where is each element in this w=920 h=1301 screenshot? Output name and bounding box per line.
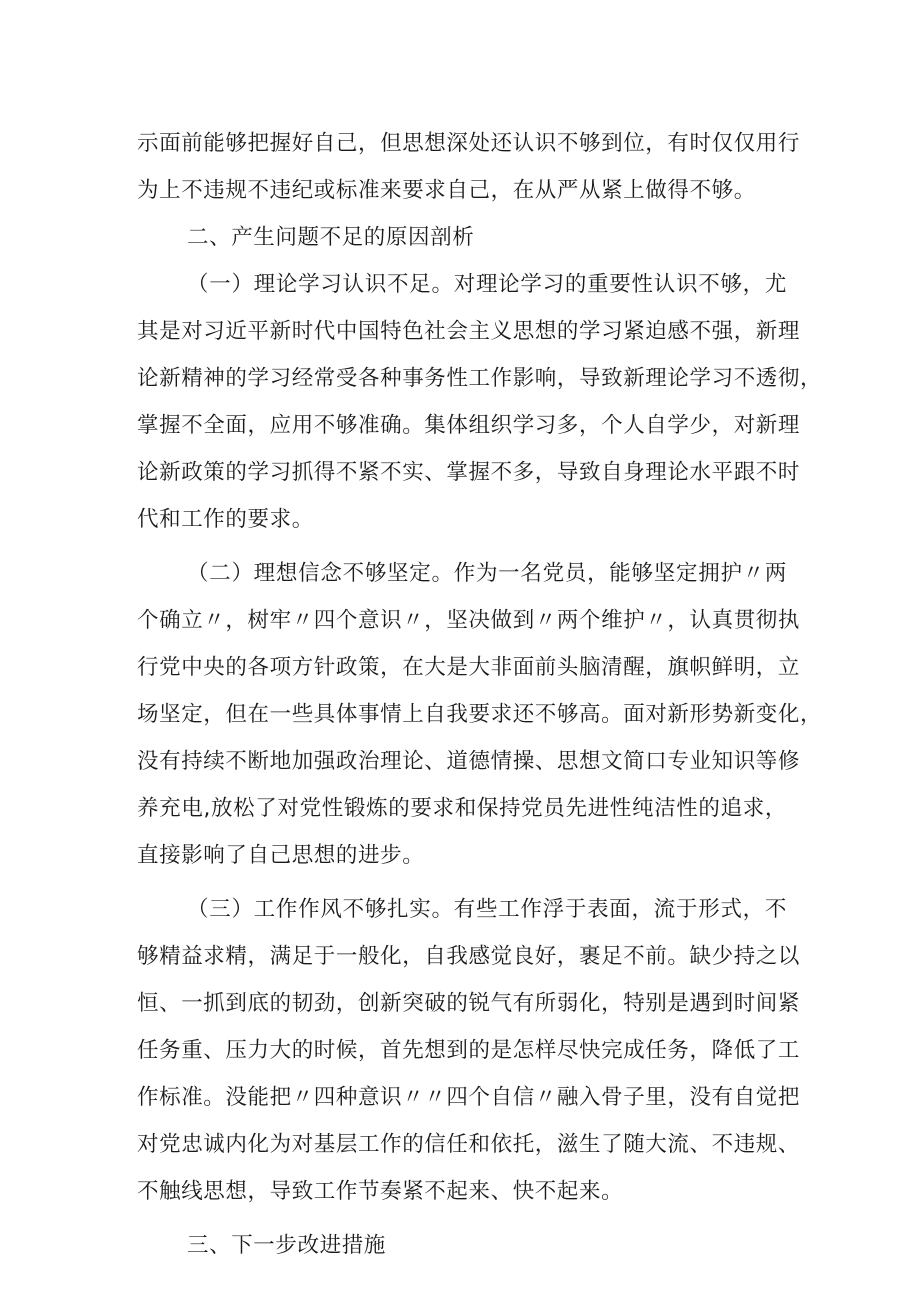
paragraph-2-line-7: 直接影响了自己思想的进步。 — [137, 843, 425, 868]
section-two-heading: 二、产生问题不足的原因剖析 — [187, 225, 475, 250]
paragraph-3-line-4: 任务重、压力大的时候，首先想到的是怎样尽快完成任务，降低了工 — [137, 1038, 801, 1063]
paragraph-1-line-6: 代和工作的要求。 — [137, 507, 314, 532]
intro-line-1: 示面前能够把握好自己，但思想深处还认识不够到位，有时仅仅用行 — [137, 131, 801, 156]
paragraph-1-line-3: 论新精神的学习经常受各种事务性工作影响，导致新理论学习不透彻， — [137, 366, 823, 391]
paragraph-work-style — [137, 886, 801, 1215]
paragraph-ideals-belief — [137, 550, 823, 879]
paragraph-theory-study — [137, 261, 823, 543]
paragraph-3-line-7: 不触线思想，导致工作节奏紧不起来、快不起来。 — [137, 1179, 624, 1204]
paragraph-3-line-6: 对党忠诚内化为对基层工作的信任和依托，滋生了随大流、不违规、 — [137, 1132, 801, 1157]
paragraph-1-line-1: （一）理论学习认识不足。对理论学习的重要性认识不够，尤 — [187, 272, 787, 297]
paragraph-1-line-5: 论新政策的学习抓得不紧不实、掌握不多，导致自身理论水平跟不时 — [137, 460, 801, 485]
intro-paragraph — [137, 120, 801, 214]
document-page — [137, 120, 823, 1269]
paragraph-3-line-2: 够精益求精，满足于一般化，自我感觉良好，裹足不前。缺少持之以 — [137, 944, 801, 969]
paragraph-1-line-4: 掌握不全面，应用不够准确。集体组织学习多，个人自学少，对新理 — [137, 413, 801, 438]
paragraph-3-line-1: （三）工作作风不够扎实。有些工作浮于表面，流于形式，不 — [187, 897, 787, 922]
paragraph-2-line-1: （二）理想信念不够坚定。作为一名党员，能够坚定拥护〃两 — [187, 561, 787, 586]
paragraph-2-line-3: 行党中央的各项方针政策，在大是大非面前头脑清醒，旗帜鲜明，立 — [137, 655, 801, 680]
paragraph-1-line-2: 其是对习近平新时代中国特色社会主义思想的学习紧迫感不强，新理 — [137, 319, 801, 344]
paragraph-2-line-5: 没有持续不断地加强政治理论、道德情操、思想文简口专业知识等修 — [137, 749, 801, 774]
intro-line-2: 为上不违规不违纪或标准来要求自己，在从严从紧上做得不够。 — [137, 178, 756, 203]
paragraph-3-line-3: 恒、一抓到底的韧劲，创新突破的锐气有所弱化，特别是遇到时间紧 — [137, 991, 801, 1016]
paragraph-2-line-2: 个确立〃，树牢〃四个意识〃，坚决做到〃两个维护〃，认真贯彻执 — [137, 608, 801, 633]
section-three-heading: 三、下一步改进措施 — [187, 1233, 386, 1258]
paragraph-3-line-5: 作标准。没能把〃四种意识〃〃四个自信〃融入骨子里，没有自觉把 — [137, 1085, 801, 1110]
paragraph-2-line-6: 养充电,放松了对党性锻炼的要求和保持党员先进性纯洁性的追求， — [137, 796, 787, 821]
paragraph-2-line-4: 场坚定，但在一些具体事情上自我要求还不够高。面对新形势新变化， — [137, 702, 823, 727]
